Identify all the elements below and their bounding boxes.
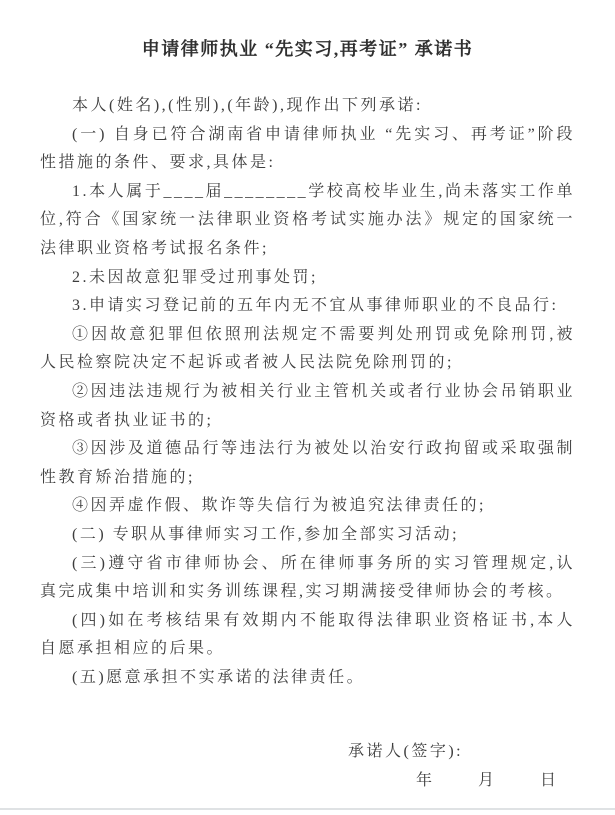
paragraph-circled-4: ④因弄虚作假、欺诈等失信行为被追究法律责任的; xyxy=(72,497,486,515)
paragraph-item-1-sub-3: 3.申请实习登记前的五年内无不宜从事律师职业的不良品行: xyxy=(72,297,559,315)
document-body xyxy=(40,92,575,692)
paragraph-item-5: (五)愿意承担不实承诺的法律责任。 xyxy=(72,668,366,686)
page-title: 申请律师执业 “先实习,再考证” 承诺书 xyxy=(141,39,474,59)
paragraph-item-1-sub-2: 2.未因故意犯罪受过刑事处罚; xyxy=(72,268,318,286)
paragraph-intro: 本人(姓名),(性别),(年龄),现作出下列承诺: xyxy=(72,97,423,114)
paragraph-item-4: (四)如在考核结果有效期内不能取得法律职业资格证书,本人自愿承担相应的后果。 xyxy=(40,611,575,658)
page-bottom-edge xyxy=(0,808,615,810)
signature-block xyxy=(40,738,575,795)
paragraph-item-1: (一) 自身已符合湖南省申请律师执业 “先实习、再考证”阶段性措施的条件、要求,具体是: xyxy=(40,125,575,172)
signer-label: 承诺人(签字): xyxy=(348,743,464,761)
date-line: 年 月 日 xyxy=(416,772,559,790)
paragraph-item-3: (三)遵守省市律师协会、所在律师事务所的实习管理规定,认真完成集中培训和实务训练课程,实习期满接受律师协会的考核。 xyxy=(40,554,575,601)
paragraph-item-2: (二) 专职从事律师实习工作,参加全部实习活动; xyxy=(72,525,460,543)
paragraph-circled-3: ③因涉及道德品行等违法行为被处以治安行政拘留或采取强制性教育矫治措施的; xyxy=(40,440,575,486)
paragraph-circled-2: ②因违法违规行为被相关行业主管机关或者行业协会吊销职业资格或者执业证书的; xyxy=(40,382,575,429)
paragraph-circled-1: ①因故意犯罪但依照刑法规定不需要判处刑罚或免除刑罚,被人民检察院决定不起诉或者被人民法院免除刑罚的; xyxy=(40,325,575,372)
paragraph-item-1-sub-1: 1.本人属于____届________学校高校毕业生,尚未落实工作单位,符合《国家统一法律职业资格考试实施办法》规定的国家统一法律职业资格考试报名条件; xyxy=(40,182,575,257)
